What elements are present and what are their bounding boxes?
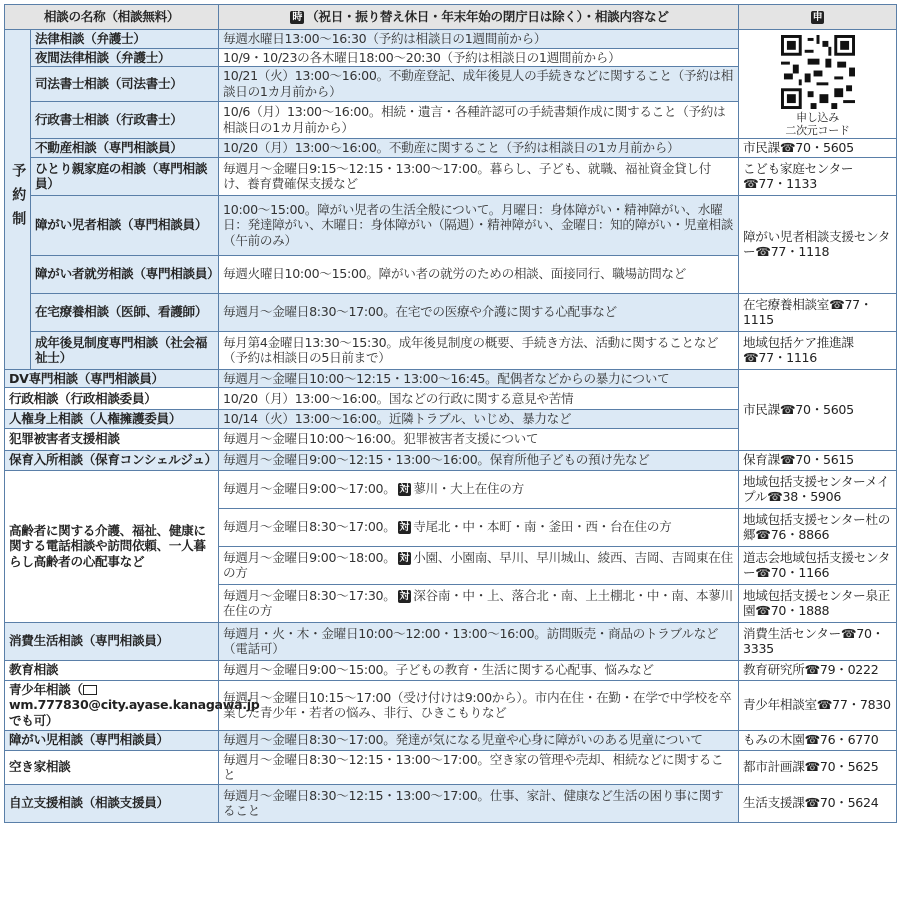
row-name: ひとり親家庭の相談（専門相談員）	[31, 157, 219, 195]
target-icon: 対	[399, 590, 410, 602]
row-desc: 毎週月～金曜日8:30～17:00。 対 寺尾北・中・本町・南・釜田・西・台在住の方	[219, 508, 739, 546]
table-row	[5, 30, 897, 49]
row-contact: 生活支援課☎70・5624	[739, 784, 897, 822]
row-desc: 毎週月～金曜日9:15～12:15・13:00～17:00。暮らし、子ども、就職、福祉資金貸し付け、養育費確保支援など	[219, 157, 739, 195]
row-contact: 都市計画課☎70・5625	[739, 750, 897, 784]
row-contact: 青少年相談室☎77・7830	[739, 680, 897, 730]
table-row	[5, 622, 897, 660]
target-icon: 対	[399, 522, 410, 534]
row-desc: 毎週月～金曜日9:00～12:15・13:00～16:00。保育所他子どもの預け先など	[219, 450, 739, 470]
row-contact: 消費生活センター☎70・3335	[739, 622, 897, 660]
row-contact: 市民課☎70・5605	[739, 139, 897, 158]
table-row	[5, 680, 897, 730]
row-desc: 毎週月～金曜日8:30～12:15・13:00～17:00。空き家の管理や売却、相続などに関すること	[219, 750, 739, 784]
row-name: 不動産相談（専門相談員）	[31, 139, 219, 158]
table-row	[5, 331, 897, 369]
mail-icon	[83, 685, 97, 695]
row-desc: 毎週月～金曜日10:15～17:00（受け付けは9:00から）。市内在住・在勤・在学で中学校を卒業した青少年・若者の悩み、非行、ひきこもりなど	[219, 680, 739, 730]
row-name: 夜間法律相談（弁護士）	[31, 48, 219, 67]
row-name: 法律相談（弁護士）	[31, 30, 219, 49]
row-name: 行政書士相談（行政書士）	[31, 101, 219, 138]
table-row	[5, 293, 897, 331]
row-contact: 障がい児者相談支援センター☎77・1118	[739, 195, 897, 293]
row-desc: 毎週月・火・木・金曜日10:00～12:00・13:00～16:00。訪問販売・商品のトラブルなど（電話可）	[219, 622, 739, 660]
table-row	[5, 157, 897, 195]
row-name: 障がい児相談（専門相談員）	[5, 730, 219, 750]
row-desc: 10:00～15:00。障がい児者の生活全般について。月曜日：身体障がい・精神障がい、水曜日：発達障がい、木曜日：身体障がい（隔週）・精神障がい、金曜日：知的障がい・児童相談（午前のみ）	[219, 195, 739, 255]
row-contact: 教育研究所☎79・0222	[739, 660, 897, 680]
table-row	[5, 450, 897, 470]
row-desc: 毎週月～金曜日9:00～17:00。 対 蓼川・大上在住の方	[219, 470, 739, 508]
row-desc: 毎週月～金曜日9:00～18:00。 対 小園、小園南、早川、早川城山、綾西、吉岡、吉岡東在住の方	[219, 546, 739, 584]
row-name: 人権身上相談（人権擁護委員）	[5, 410, 219, 429]
row-contact: 地域包括支援センター泉正園☎70・1888	[739, 584, 897, 622]
table-row	[5, 195, 897, 255]
qr-caption-1: 申し込み	[796, 111, 839, 124]
row-desc: 毎週月～金曜日10:00～12:15・13:00～16:45。配偶者などからの暴力について	[219, 369, 739, 388]
row-desc: 毎週月～金曜日8:30～17:00。在宅での医療や介護に関する心配事など	[219, 293, 739, 331]
row-desc: 毎週水曜日13:00～16:30（予約は相談日の1週間前から）	[219, 30, 739, 49]
row-desc: 10/9・10/23の各木曜日18:00～20:30（予約は相談日の1週間前から）	[219, 48, 739, 67]
table-row	[5, 660, 897, 680]
target-icon: 対	[399, 552, 410, 564]
row-name: 消費生活相談（専門相談員）	[5, 622, 219, 660]
row-desc: 10/21（火）13:00～16:00。不動産登記、成年後見人の手続きなどに関すること（予約は相談日の1カ月前から）	[219, 67, 739, 101]
table-row	[5, 139, 897, 158]
row-desc: 毎週火曜日10:00～15:00。障がい者の就労のための相談、面接同行、職場訪問など	[219, 255, 739, 293]
row-contact: 保育課☎70・5615	[739, 450, 897, 470]
table-row	[5, 784, 897, 822]
row-name: 司法書士相談（司法書士）	[31, 67, 219, 101]
row-desc: 10/14（火）13:00～16:00。近隣トラブル、いじめ、暴力など	[219, 410, 739, 429]
row-name: 高齢者に関する介護、福祉、健康に関する電話相談や訪問依頼、一人暮らし高齢者の心配事など	[5, 470, 219, 622]
row-name: 犯罪被害者支援相談	[5, 428, 219, 450]
row-name: 空き家相談	[5, 750, 219, 784]
row-desc: 10/6（月）13:00～16:00。相続・遺言・各種許認可の手続書類作成に関すること（予約は相談日の1カ月前から）	[219, 101, 739, 138]
row-name: 成年後見制度専門相談（社会福祉士）	[31, 331, 219, 369]
row-desc: 毎週月～金曜日8:30～17:00。発達が気になる児童や心身に障がいのある児童について	[219, 730, 739, 750]
consultation-table	[4, 4, 897, 823]
qr-code-icon[interactable]	[781, 35, 855, 109]
time-icon: 時	[292, 12, 303, 24]
table-row	[5, 750, 897, 784]
qr-cell[interactable]	[739, 30, 897, 139]
row-name: 教育相談	[5, 660, 219, 680]
row-contact: 地域包括ケア推進課☎77・1116	[739, 331, 897, 369]
row-desc: 毎週月～金曜日8:30～17:30。 対 深谷南・中・上、落合北・南、上土棚北・中・南、本蓼川在住の方	[219, 584, 739, 622]
table-row	[5, 470, 897, 508]
row-name: 障がい者就労相談（専門相談員）	[31, 255, 219, 293]
row-desc: 毎週月～金曜日9:00～15:00。子どもの教育・生活に関する心配事、悩みなど	[219, 660, 739, 680]
yoyaku-label: 予約制	[5, 30, 31, 370]
row-name: 行政相談（行政相談委員）	[5, 388, 219, 410]
row-name: 青少年相談（wm.777830@city.ayase.kanagawa.jpでも可）	[5, 680, 219, 730]
table-header-row	[5, 5, 897, 30]
row-name: 自立支援相談（相談支援員）	[5, 784, 219, 822]
row-contact: 地域包括支援センター杜の郷☎76・8866	[739, 508, 897, 546]
header-name: 相談の名称（相談無料）	[5, 5, 219, 30]
table-row	[5, 369, 897, 388]
target-icon: 対	[399, 484, 410, 496]
row-desc: 毎週月～金曜日10:00～16:00。犯罪被害者支援について	[219, 428, 739, 450]
row-contact: 道志会地域包括支援センター☎70・1166	[739, 546, 897, 584]
row-name: 保育入所相談（保育コンシェルジュ）	[5, 450, 219, 470]
row-desc: 毎月第4金曜日13:30～15:30。成年後見制度の概要、手続き方法、活動に関することなど（予約は相談日の5日前まで）	[219, 331, 739, 369]
qr-caption-2: 二次元コード	[785, 124, 850, 137]
row-contact: こども家庭センター☎77・1133	[739, 157, 897, 195]
row-desc: 毎週月～金曜日8:30～12:15・13:00～17:00。仕事、家計、健康など生活の困り事に関すること	[219, 784, 739, 822]
row-contact: 在宅療養相談室☎77・1115	[739, 293, 897, 331]
header-apply	[739, 5, 897, 30]
row-desc: 10/20（月）13:00～16:00。不動産に関すること（予約は相談日の1カ月前から）	[219, 139, 739, 158]
row-contact: 市民課☎70・5605	[739, 369, 897, 450]
row-desc: 10/20（月）13:00～16:00。国などの行政に関する意見や苦情	[219, 388, 739, 410]
row-contact: 地域包括支援センターメイプル☎38・5906	[739, 470, 897, 508]
row-contact: もみの木園☎76・6770	[739, 730, 897, 750]
row-name: DV専門相談（専門相談員）	[5, 369, 219, 388]
header-when: 時 （祝日・振り替え休日・年末年始の閉庁日は除く）・相談内容など	[219, 5, 739, 30]
apply-icon: 申	[812, 12, 823, 24]
row-name: 障がい児者相談（専門相談員）	[31, 195, 219, 255]
row-name: 在宅療養相談（医師、看護師）	[31, 293, 219, 331]
table-row	[5, 730, 897, 750]
email-link[interactable]: wm.777830@city.ayase.kanagawa.jpでも可）	[9, 697, 260, 728]
